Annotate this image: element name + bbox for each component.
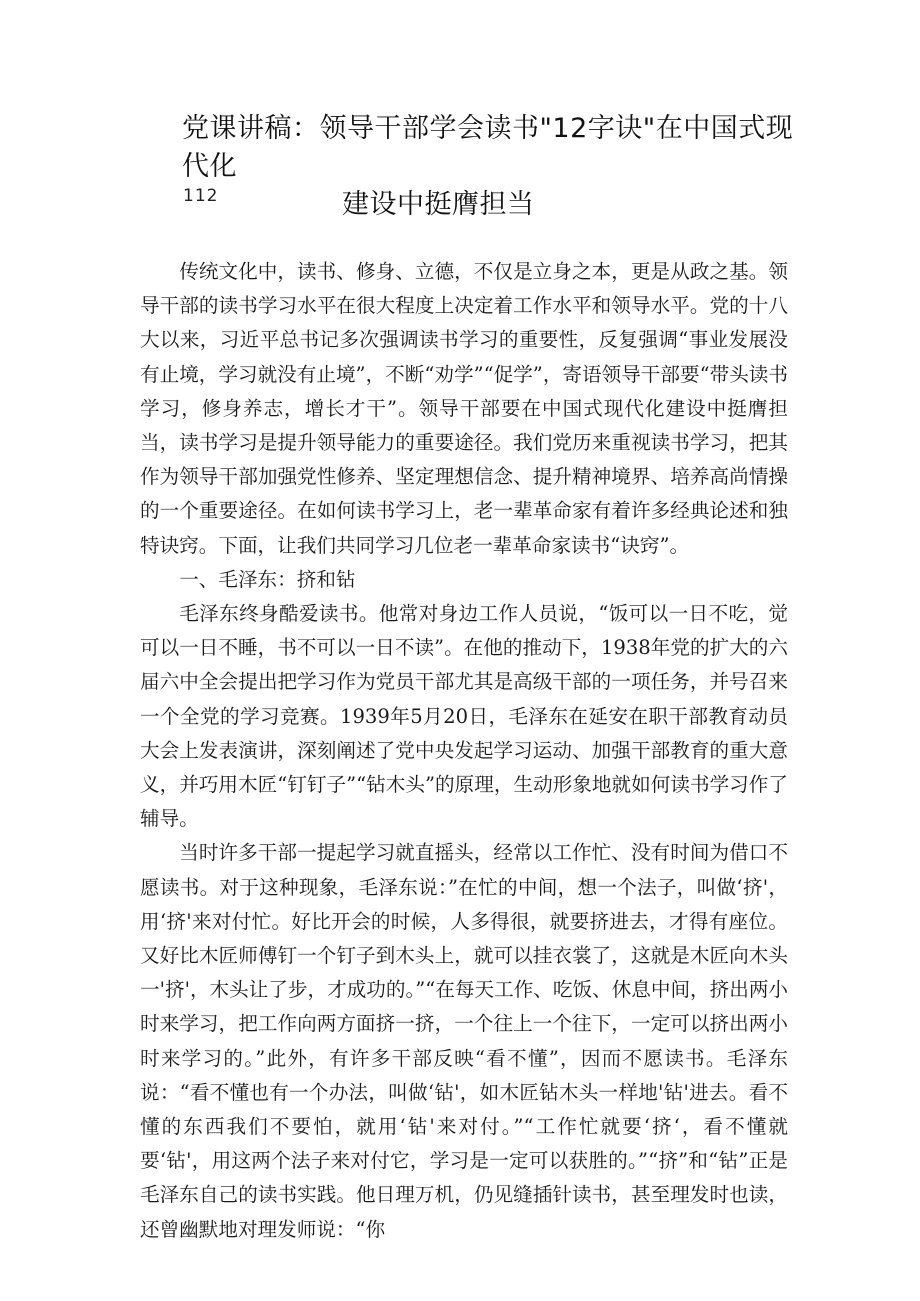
paragraph-intro: 传统文化中，读书、修身、立德，不仅是立身之本，更是从政之基。领导干部的读书学习水平在很大程度上决定着工作水平和领导水平。党的十八大以来，习近平总书记多次强调读书学习的重要性，反复强调“事业发展没有止境，学习就没有止境”，不断“劝学”“促学”，寄语领导干部要“带头读书学习，修身养志，增长才干”。领导干部要在中国式现代化建设中挺膺担当，读书学习是提升领导能力的重要途径。我们党历来重视读书学习，把其作为领导干部加强党性修养、坚定理想信念、提升精神境界、培养高尚情操的一个重要途径。在如何读书学习上，老一辈革命家有着许多经典论述和独特诀窍。下面，让我们共同学习几位老一辈革命家读书“诀窍”。 [140, 260, 788, 557]
document-number: 112 [183, 186, 219, 206]
title-line-2: 建设中挺膺担当 [342, 189, 535, 220]
document-body [140, 255, 788, 1247]
paragraph-squeeze-and-drill: 当时许多干部一提起学习就直摇头，经常以工作忙、没有时间为借口不愿读书。对于这种现象，毛泽东说：”在忙的中间，想一个法子，叫做‘挤'，用‘挤'来对付忙。好比开会的时候，人多得很，就要挤进去，才得有座位。又好比木匠师傅钉一个钉子到木头上，就可以挂衣裳了，这就是木匠向木头一'挤'，木头让了步，才成功的。”“在每天工作、吃饭、休息中间，挤出两小时来学习，把工作向两方面挤一挤，一个往上一个往下，一定可以挤出两小时来学习的。”此外，有许多干部反映“看不懂”，因而不愿读书。毛泽东说：“看不懂也有一个办法，叫做‘钻'，如木匠钻木头一样地'钻'进去。看不懂的东西我们不要怕，就用‘钻'来对付。”“工作忙就要‘挤‘，看不懂就要‘钻'，用这两个法子来对付它，学习是一定可以获胜的。”“挤”和“钻”正是毛泽东自己的读书实践。他日理万机，仍见缝插针读书，甚至理发时也读，还曾幽默地对理发师说：“你 [140, 841, 789, 1241]
document-title [140, 110, 820, 224]
paragraph-mao-reading: 毛泽东终身酷爱读书。他常对身边工作人员说，“饭可以一日不吃，觉可以一日不睡，书不可以一日不读”。在他的推动下，1938年党的扩大的六届六中全会提出把学习作为党员干部尤其是高级干部的一项任务，并号召来一个全党的学习竞赛。1939年5月20日，毛泽东在延安在职干部教育动员大会上发表演讲，深刻阐述了党中央发起学习运动、加强干部教育的重大意义，并巧用木匠“钉钉子”“钻木头”的原理，生动形象地就如何读书学习作了辅导。 [140, 602, 788, 831]
section-heading-mao: 一、毛泽东：挤和钻 [179, 567, 356, 591]
title-line-1: 党课讲稿：领导干部学会读书"12字诀"在中国式现代化 [182, 113, 794, 182]
